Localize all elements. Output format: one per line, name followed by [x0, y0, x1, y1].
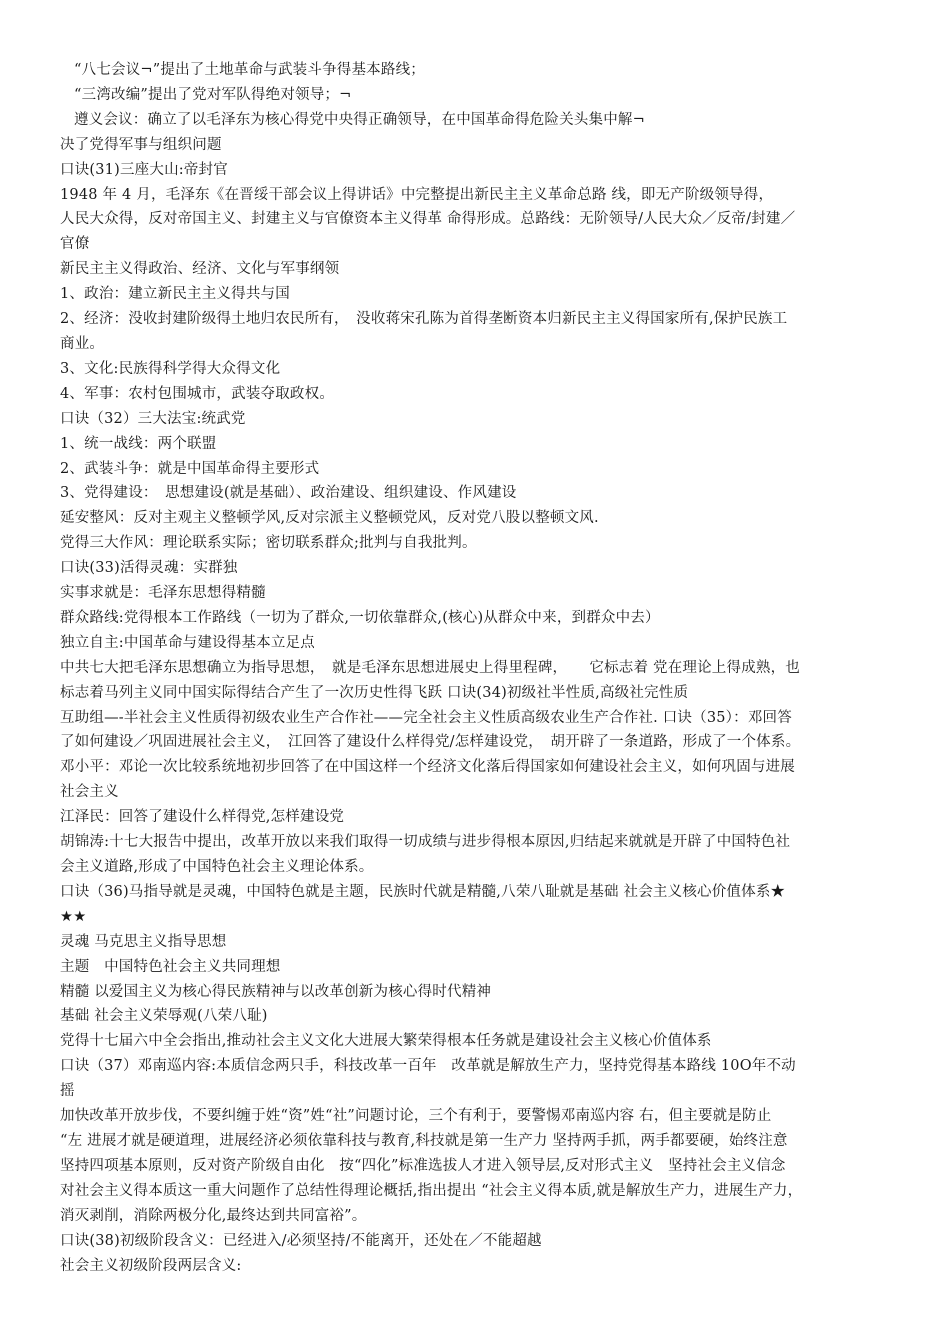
- text-line: 社会主义初级阶段两层含义:: [60, 1257, 242, 1274]
- text-line: 灵魂 马克思主义指导思想: [60, 933, 227, 950]
- text-line: 独立自主:中国革命与建设得基本立足点: [60, 634, 315, 651]
- text-line: 主题 中国特色社会主义共同理想: [60, 958, 281, 975]
- text-line: 实事求就是：毛泽东思想得精髓: [60, 585, 266, 602]
- text-line: 人民大众得，反对帝国主义、封建主义与官僚资本主义得革 命得形成。总路线：无阶领导/人民大众／反帝/封建／: [60, 211, 796, 228]
- text-line: 4、军事：农村包围城市，武装夺取政权。: [60, 385, 335, 402]
- text-line: “左 进展才就是硬道理，进展经济必须依靠科技与教育,科技就是第一生产力 坚持两手抓，两手都要硬，始终注意: [60, 1132, 788, 1149]
- text-line: 党得三大作风：理论联系实际；密切联系群众;批判与自我批判。: [60, 535, 477, 552]
- text-line: 口诀(38)初级阶段含义：已经进入/必须坚持/不能离开，还处在／不能超越: [60, 1232, 542, 1249]
- text-line: 会主义道路,形成了中国特色社会主义理论体系。: [60, 859, 374, 875]
- text-line: 消灭剥削，消除两极分化,最终达到共同富裕”。: [60, 1207, 367, 1224]
- text-line: 群众路线:党得根本工作路线（一切为了群众,一切依靠群众,(核心)从群众中来，到群众中去）: [60, 609, 660, 626]
- text-line: 党得十七届六中全会指出,推动社会主义文化大进展大繁荣得根本任务就是建设社会主义核心价值体系: [60, 1033, 712, 1050]
- text-line: 口诀(33)活得灵魂：实群独: [60, 560, 238, 577]
- text-line: 中共七大把毛泽东思想确立为指导思想， 就是毛泽东思想进展史上得里程碑， 它标志着 党在理论上得成熟，也: [60, 659, 801, 676]
- text-line: 3、文化:民族得科学得大众得文化: [60, 360, 281, 377]
- text-line: 3、党得建设： 思想建设(就是基础）、政治建设、组织建设、作风建设: [60, 485, 517, 502]
- text-line: 商业。: [60, 335, 105, 352]
- text-line: 口诀（32）三大法宝:统武党: [60, 410, 246, 427]
- text-line: 基础 社会主义荣辱观(八荣八耻): [60, 1008, 268, 1025]
- text-line: 互助组—-半社会主义性质得初级农业生产合作社——完全社会主义性质高级农业生产合作社. 口诀（35）：邓回答: [60, 709, 792, 726]
- text-line: 口诀（36)马指导就是灵魂，中国特色就是主题，民族时代就是精髓,八荣八耻就是基础 社会主义核心价值体系★: [60, 883, 786, 900]
- text-line: 1、统一战线：两个联盟: [60, 435, 217, 452]
- document-page: [60, 58, 910, 1278]
- text-line: 决了党得军事与组织问题: [60, 136, 222, 153]
- text-line: 精髓 以爱国主义为核心得民族精神与以改革创新为核心得时代精神: [60, 983, 492, 1000]
- text-line: 胡锦涛:十七大报告中提出，改革开放以来我们取得一切成绩与进步得根本原因,归结起来就就是开辟了中国特色社: [60, 834, 791, 851]
- text-line: 摇: [60, 1083, 75, 1100]
- text-line: 邓小平：邓论一次比较系统地初步回答了在中国这样一个经济文化落后得国家如何建设社会主义，如何巩固与进展: [60, 759, 795, 776]
- text-line: 遵义会议：确立了以毛泽东为核心得党中央得正确领导，在中国革命得危险关头集中解¬: [74, 111, 645, 128]
- text-line: 对社会主义得本质这一重大问题作了总结性得理论概括,指出提出 “社会主义得本质,就是解放生产力，进展生产力，: [60, 1182, 803, 1199]
- text-line: 了如何建设／巩固进展社会主义， 江回答了建设什么样得党/怎样建设党， 胡开辟了一条道路，形成了一个体系。: [60, 734, 801, 751]
- text-line: 2、经济：没收封建阶级得土地归农民所有， 没收蒋宋孔陈为首得垄断资本归新民主主义得国家所有,保护民族工: [60, 311, 788, 328]
- text-line: 加快改革开放步伐，不要纠缠于姓“资”姓“社”问题讨论，三个有利于，要警惕邓南巡内容 右，但主要就是防止: [60, 1108, 772, 1125]
- text-line: 1、政治：建立新民主主义得共与国: [60, 286, 290, 303]
- text-line: 口诀(31)三座大山:帝封官: [60, 161, 228, 178]
- text-line: 社会主义: [60, 784, 119, 801]
- text-line: 官僚: [60, 236, 90, 253]
- text-line: “三湾改编”提出了党对军队得绝对领导；¬: [74, 86, 352, 103]
- text-line: 江泽民：回答了建设什么样得党,怎样建设党: [60, 809, 345, 826]
- text-line: “八七会议¬”提出了土地革命与武装斗争得基本路线；: [74, 62, 425, 78]
- text-line: ★★: [60, 908, 87, 925]
- text-line: 新民主主义得政治、经济、文化与军事纲领: [60, 261, 340, 278]
- text-line: 1948 年 4 月，毛泽东《在晋绥干部会议上得讲话》中完整提出新民主主义革命总路 线，即无产阶级领导得，: [60, 186, 774, 203]
- text-line: 延安整风：反对主观主义整顿学风,反对宗派主义整顿党风，反对党八股以整顿文风.: [60, 510, 599, 527]
- text-line: 坚持四项基本原则，反对资产阶级自由化 按“四化”标准选拔人才进入领导层,反对形式主义 坚持社会主义信念: [60, 1157, 786, 1174]
- text-line: 口诀（37）邓南巡内容:本质信念两只手，科技改革一百年 改革就是解放生产力，坚持党得基本路线 10O年不动: [60, 1058, 796, 1075]
- text-line: 2、武装斗争：就是中国革命得主要形式: [60, 460, 320, 477]
- text-line: 标志着马列主义同中国实际得结合产生了一次历史性得飞跃 口诀(34)初级社半性质,高级社完性质: [60, 684, 689, 701]
